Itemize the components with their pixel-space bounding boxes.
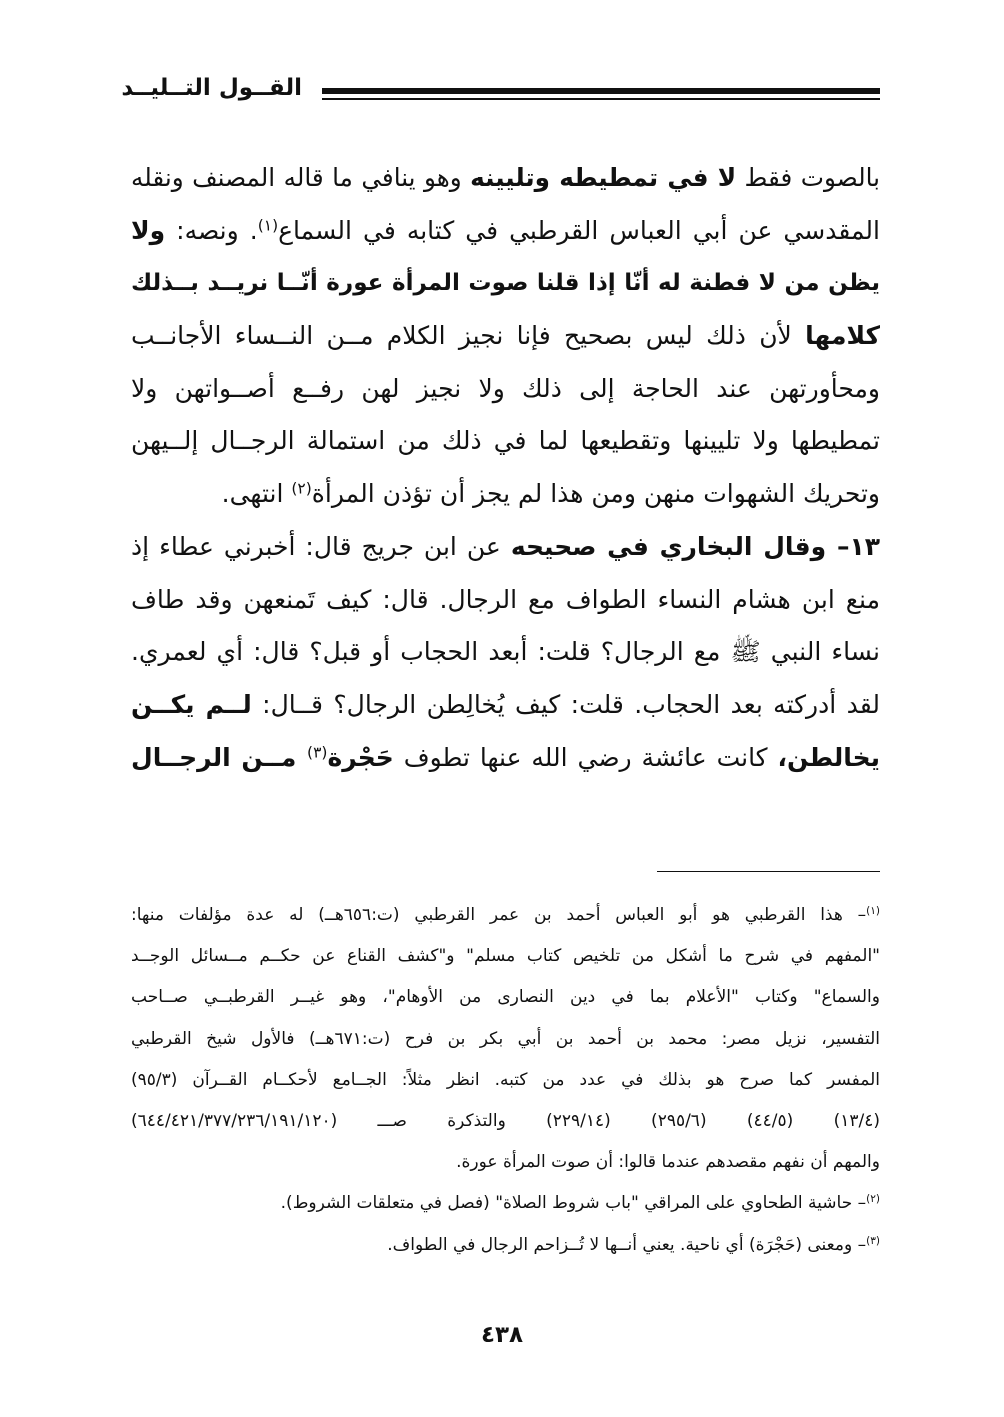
footnote-2-line [130,1183,880,1224]
text-run: كانت عائشة رضي الله عنها تطوف [393,742,778,772]
text-run: المقدسي عن أبي العباس القرطبي في كتابه في السماع [278,215,880,245]
body-line-text [131,574,880,627]
bold-run: ١٣– وقال البخاري في صحيحه [510,531,880,561]
bold-run: يخالطن، [777,742,880,772]
footnote-1-line [130,895,880,936]
footnote-3-line [130,1225,880,1266]
text-run: – هذا القرطبي هو أبو العباس أحمد بن عمر القرطبي (ت:٦٥٦هــ) له عدة مؤلفات منها: [131,905,867,925]
text-run: لقد أدركته بعد الحجاب. قلت: كيف يُخالِطن الرجال؟ قــال: [251,689,880,719]
text-run: تمطيطها ولا تليينها وتقطيعها لما في ذلك من استمالة الرجــال إلــيهن [131,426,880,456]
header-rule-thick [322,88,880,94]
footnote-marker: (١) [866,905,880,918]
main-text [130,152,880,784]
body-line [130,415,880,468]
footnote-marker: (٢) [866,1193,880,1206]
body-line [130,626,880,679]
footnote-line-text [456,1142,880,1183]
footnote-ref: (١) [257,216,279,235]
bold-run: ولا [131,215,166,245]
text-run: بالصوت فقط [736,163,880,192]
text-run: "المفهم في شرح ما أشكل من تلخيص كتاب مسلم" و"كشف القناع عن حكــم مــسائل الوجــد [131,946,880,967]
body-line [130,574,880,627]
body-line-text [131,205,880,258]
footnote-line-text [131,936,880,977]
footnote-1-line [130,936,880,977]
text-run: المفسر كما صرح هو بذلك في عدد من كتبه. انظر مثلاً: الجــامع لأحكــام القــرآن (٩٥/٣) [131,1069,880,1090]
footnote-1-line [130,1101,880,1142]
body-line-text [131,310,880,363]
text-run: (١٣/٤) (٤٤/٥) (٢٩٥/٦) (٢٢٩/١٤) والتذكرة صـــ (٦٤٤/٤٢١/٣٧٧/٢٣٦/١٩١/١٢٠) [130,1110,880,1131]
footnote-ref: (٣) [307,743,328,762]
body-line-text [131,679,880,732]
footnote-ref: (٢) [291,479,312,498]
bold-run: لــم يكــن [131,689,252,719]
bold-run: حَجْرة [327,742,394,772]
body-line [130,732,880,785]
footnote-line-text [387,1225,880,1266]
footnote-line-text [131,1101,880,1142]
header-rule-thin [322,98,880,100]
text-run: والمهم أن نفهم مقصدهم عندما قالوا: أن صوت المرأة عورة. [456,1152,880,1173]
text-run: – حاشية الطحاوي على المراقي "باب شروط الصلاة" (فصل في متعلقات الشروط). [280,1193,867,1214]
body-line [130,363,880,416]
body-line [130,310,880,363]
text-run: نساء النبي ﷺ مع الرجال؟ قلت: أبعد الحجاب أو قبل؟ قال: أي لعمري. [131,637,880,667]
body-line-text [131,732,880,785]
text-run: – ومعنى (حَجْرَة) أي ناحية. يعني أنــها لا تُــزاحم الرجال في الطواف. [387,1234,867,1255]
text-run: وتحريك الشهوات منهن ومن هذا لم يجز أن تؤذن المرأة [311,479,880,509]
text-run: وهو ينافي ما قاله المصنف ونقله [131,163,471,192]
footnote-1-line [130,977,880,1018]
body-line [130,152,880,205]
bold-run: مــن الرجــال [131,742,308,772]
body-line-text [222,468,880,521]
text-run: لأن ذلك ليس بصحيح فإنا نجيز الكلام مــن النــساء الأجانــب [131,321,806,351]
running-title: القــول التــليــد [121,75,302,101]
body-line [130,521,880,574]
body-line [130,679,880,732]
bold-run: يظن من لا فطنة له أنّا إذا قلنا صوت المرأة عورة أنّــا نريــد بــذلك [131,270,880,297]
footnote-1-line [130,1019,880,1060]
body-line-text [131,257,880,310]
body-line-text [131,152,880,205]
body-line-text [131,415,880,468]
text-run: . ونصه: [165,215,258,245]
bold-run: لا في تمطيطه وتليينه [470,163,737,192]
body-line-text [131,363,880,416]
text-run: ومحأورتهن عند الحاجة إلى ذلك ولا نجيز لهن رفــع أصــواتهن ولا [131,373,880,403]
footnote-1-line [130,1060,880,1101]
footnote-separator [657,871,880,872]
text-run: منع ابن هشام النساء الطواف مع الرجال. قال: كيف تَمنعهن وقد طاف [131,584,880,614]
text-run: والسماع" وكتاب "الأعلام بما في دين النصارى من الأوهام"، وهو غيــر القرطبــي صــاحب [131,987,880,1008]
page-number: ٤٣٨ [480,1322,524,1348]
footnote-1-line [130,1142,880,1183]
body-line [130,257,880,310]
footnotes [130,895,880,1266]
text-run: عن ابن جريج قال: أخبرني عطاء إذ [131,531,511,561]
body-line-text [131,626,880,679]
bold-run: كلامها [805,321,880,351]
text-run: التفسير، نزيل مصر: محمد بن أحمد بن أبي بكر بن فرح (ت:٦٧١هــ) فالأول شيخ القرطبي [131,1028,880,1049]
footnote-line-text [131,977,880,1018]
body-line [130,468,880,521]
footnote-line-text [131,895,880,936]
footnote-line-text [281,1183,880,1224]
text-run: انتهى. [221,479,292,509]
footnote-marker: (٣) [866,1234,880,1247]
footnote-line-text [131,1060,880,1101]
body-line-text [131,521,880,574]
body-line [130,205,880,258]
footnote-line-text [131,1019,880,1060]
